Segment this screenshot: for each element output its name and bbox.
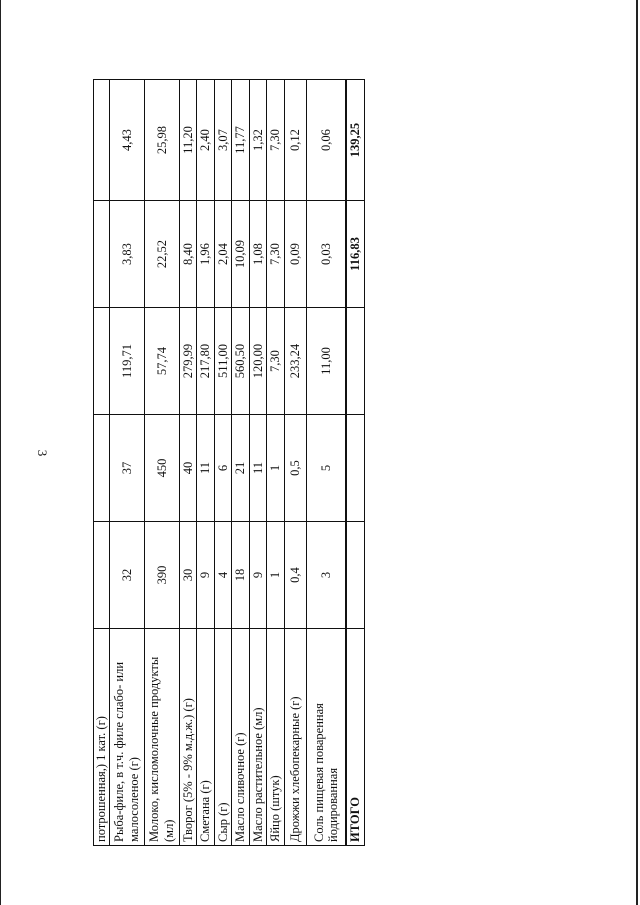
cell-col3	[94, 308, 110, 415]
total-row	[346, 80, 365, 846]
cell-col5: 2,40	[197, 80, 214, 201]
cell-col1: 32	[109, 522, 144, 629]
cell-col2	[346, 415, 365, 522]
cell-col2: 37	[109, 415, 144, 522]
cell-col4: 8,40	[179, 201, 196, 308]
cell-col2: 450	[144, 415, 179, 522]
cell-col5: 3,07	[214, 80, 231, 201]
page-number: 3	[35, 449, 50, 457]
row-name: Масло сливочное (г)	[232, 629, 249, 846]
table-container	[93, 80, 365, 846]
cell-col1: 4	[214, 522, 231, 629]
cell-col5: 1,32	[249, 80, 266, 201]
cell-col3: 511,00	[214, 308, 231, 415]
cell-col5: 0,06	[307, 80, 346, 201]
row-name: Яйцо (штук)	[267, 629, 284, 846]
cell-col1: 18	[232, 522, 249, 629]
row-name: Молоко, кисломолочные продукты (мл)	[144, 629, 179, 846]
cell-col5: 11,77	[232, 80, 249, 201]
cell-col1	[346, 522, 365, 629]
cell-col1: 30	[179, 522, 196, 629]
cell-col4: 116,83	[346, 201, 365, 308]
cell-col3: 7,30	[267, 308, 284, 415]
row-name: Сыр (г)	[214, 629, 231, 846]
cell-col4: 7,30	[267, 201, 284, 308]
table-row	[249, 80, 266, 846]
cell-col4: 3,83	[109, 201, 144, 308]
cell-col5: 4,43	[109, 80, 144, 201]
cell-col4: 2,04	[214, 201, 231, 308]
total-label: ИТОГО	[346, 629, 365, 846]
cell-col4: 1,96	[197, 201, 214, 308]
page-right-edge	[636, 0, 638, 905]
table-row	[284, 80, 307, 846]
cell-col4: 1,08	[249, 201, 266, 308]
cell-col5: 0,12	[284, 80, 307, 201]
cell-col3: 57,74	[144, 308, 179, 415]
cell-col2: 5	[307, 415, 346, 522]
table-row	[197, 80, 214, 846]
cell-col4: 0,03	[307, 201, 346, 308]
cell-col1	[94, 522, 110, 629]
row-name: потрошенная,) 1 кат. (г)	[94, 629, 110, 846]
cell-col2: 11	[249, 415, 266, 522]
cell-col2: 21	[232, 415, 249, 522]
row-name: Творог (5% - 9% м.д.ж.) (г)	[179, 629, 196, 846]
row-name: Дрожжи хлебопекарные (г)	[284, 629, 307, 846]
cell-col2: 0,5	[284, 415, 307, 522]
cell-col5: 139,25	[346, 80, 365, 201]
table-row	[307, 80, 346, 846]
cell-col2: 40	[179, 415, 196, 522]
table-row	[214, 80, 231, 846]
cell-col3: 233,24	[284, 308, 307, 415]
row-name: Сметана (г)	[197, 629, 214, 846]
cell-col2	[94, 415, 110, 522]
cell-col1: 9	[249, 522, 266, 629]
cell-col4: 0,09	[284, 201, 307, 308]
table-row	[232, 80, 249, 846]
table-row	[179, 80, 196, 846]
cell-col5	[94, 80, 110, 201]
cell-col1: 0,4	[284, 522, 307, 629]
table-row	[144, 80, 179, 846]
cell-col5: 25,98	[144, 80, 179, 201]
cell-col3: 119,71	[109, 308, 144, 415]
cell-col4: 10,09	[232, 201, 249, 308]
table-row	[109, 80, 144, 846]
cell-col3: 11,00	[307, 308, 346, 415]
cell-col4: 22,52	[144, 201, 179, 308]
cell-col1: 9	[197, 522, 214, 629]
cell-col3: 279,99	[179, 308, 196, 415]
cell-col2: 11	[197, 415, 214, 522]
cell-col2: 6	[214, 415, 231, 522]
cell-col4	[94, 201, 110, 308]
nutrition-table	[93, 79, 365, 846]
cell-col1: 1	[267, 522, 284, 629]
cell-col1: 3	[307, 522, 346, 629]
row-name: Соль пищевая поваренная йодированная	[307, 629, 346, 846]
table-row	[267, 80, 284, 846]
page-left-edge	[0, 0, 1, 905]
cell-col3: 217,80	[197, 308, 214, 415]
table-row	[94, 80, 110, 846]
row-name: Рыба-филе, в т.ч. филе слабо- или малосоленое (г)	[109, 629, 144, 846]
cell-col3	[346, 308, 365, 415]
cell-col5: 11,20	[179, 80, 196, 201]
cell-col3: 560,50	[232, 308, 249, 415]
cell-col2: 1	[267, 415, 284, 522]
row-name: Масло растительное (мл)	[249, 629, 266, 846]
cell-col3: 120,00	[249, 308, 266, 415]
cell-col1: 390	[144, 522, 179, 629]
cell-col5: 7,30	[267, 80, 284, 201]
